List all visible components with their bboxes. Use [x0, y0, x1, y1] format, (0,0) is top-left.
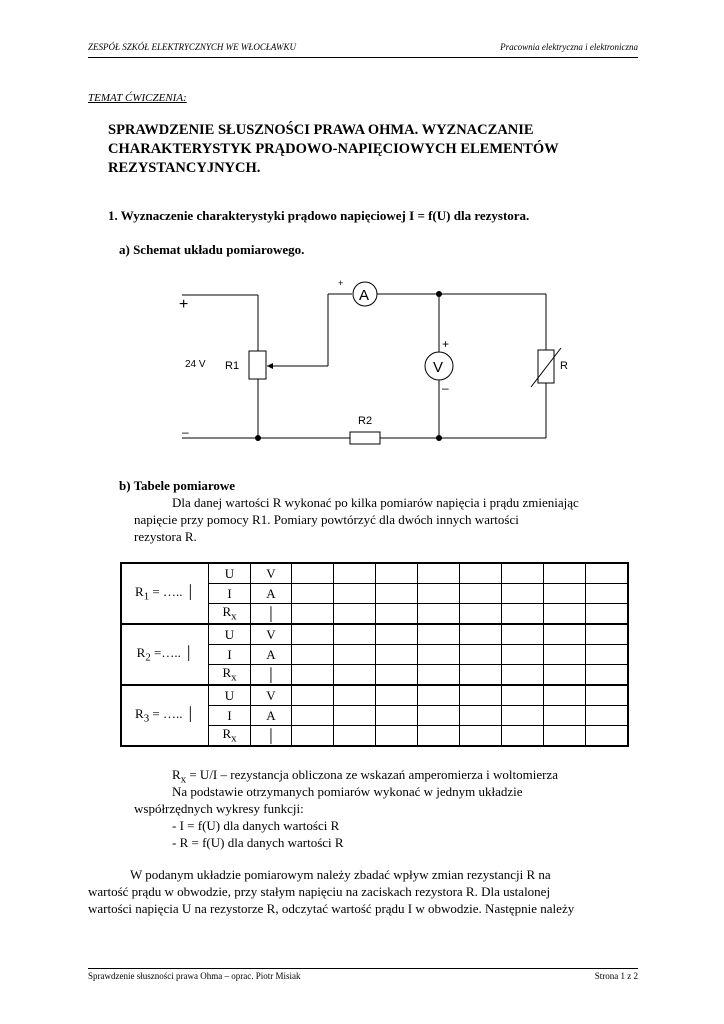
section-1-heading: 1. Wyznaczenie charakterystyki prądowo napięciowej I = f(U) dla rezystora. — [108, 208, 530, 223]
plot-item: - R = f(U) dla danych wartości R — [172, 835, 344, 850]
unit-cell: A — [251, 706, 292, 726]
measurement-cell[interactable] — [544, 604, 586, 625]
measurement-cell[interactable] — [544, 706, 586, 726]
quantity-symbol: U — [224, 687, 235, 703]
quantity-symbol: I — [227, 585, 232, 601]
r1-wiper-arrowhead — [267, 363, 273, 369]
measurement-cell[interactable] — [544, 645, 586, 665]
measurement-cell[interactable] — [334, 624, 376, 645]
r2-label: R2 — [358, 415, 373, 427]
quantity-symbol: U — [224, 565, 235, 581]
table-intro-line-1: Dla danej wartości R wykonać po kilka pomiarów napięcia i prądu zmieniając — [172, 495, 579, 510]
resistor-label-cell — [121, 624, 209, 685]
measurement-cell[interactable] — [292, 563, 334, 584]
voltmeter-plus: + — [442, 337, 450, 351]
resistor-value-placeholder: = ….. │ — [149, 584, 195, 600]
quantity-subscript: x — [231, 610, 237, 623]
quantity-cell — [209, 726, 251, 747]
measurement-cell[interactable] — [586, 624, 629, 645]
unit-cell: │ — [251, 604, 292, 625]
circuit-diagram — [170, 272, 580, 452]
unit-cell: A — [251, 645, 292, 665]
quantity-subscript: x — [231, 671, 237, 684]
unit-cell: A — [251, 584, 292, 604]
measurement-cell[interactable] — [292, 685, 334, 706]
measurement-cell[interactable] — [376, 685, 418, 706]
quantity-symbol: R — [222, 726, 232, 742]
r-label: R — [560, 360, 568, 372]
final-line-1: W podanym układzie pomiarowym należy zbadać wpływ zmian rezystancji R na — [130, 867, 551, 882]
footer-left: Sprawdzenie słuszności prawa Ohma – oprac. Piotr Misiak — [88, 971, 301, 981]
header-rule — [88, 57, 638, 58]
resistor-label-cell — [121, 685, 209, 746]
measurement-cell[interactable] — [376, 624, 418, 645]
measurement-cell[interactable] — [502, 584, 544, 604]
measurement-cell[interactable] — [418, 584, 460, 604]
measurement-cell[interactable] — [292, 706, 334, 726]
measurement-cell[interactable] — [460, 665, 502, 686]
measurement-cell[interactable] — [460, 604, 502, 625]
measurement-cell[interactable] — [376, 665, 418, 686]
final-paragraph — [88, 866, 638, 917]
measurement-cell[interactable] — [502, 726, 544, 747]
measurement-cell[interactable] — [460, 624, 502, 645]
quantity-cell — [209, 665, 251, 686]
unit-cell: V — [251, 685, 292, 706]
plots-intro-line-2: współrzędnych wykresy funkcji: — [134, 801, 304, 816]
measurement-cell[interactable] — [460, 726, 502, 747]
resistor-value-placeholder: =….. │ — [150, 645, 194, 661]
measurement-cell[interactable] — [292, 645, 334, 665]
measurement-cell[interactable] — [334, 645, 376, 665]
terminal-minus: – — [182, 425, 189, 439]
r-resistor — [538, 350, 554, 383]
resistor-subscript: 1 — [143, 590, 150, 603]
measurement-cell[interactable] — [502, 604, 544, 625]
measurement-cell[interactable] — [460, 685, 502, 706]
rx-subscript: x — [180, 773, 187, 786]
measurement-cell[interactable] — [292, 584, 334, 604]
measurement-cell[interactable] — [544, 624, 586, 645]
measurement-table — [120, 562, 629, 747]
measurement-cell[interactable] — [292, 665, 334, 686]
measurement-cell[interactable] — [376, 645, 418, 665]
title-line-1: SPRAWDZENIE SŁUSZNOŚCI PRAWA OHMA. WYZNACZANIE — [108, 122, 534, 138]
measurement-cell[interactable] — [460, 706, 502, 726]
measurement-cell[interactable] — [502, 624, 544, 645]
measurement-cell[interactable] — [502, 645, 544, 665]
voltmeter-symbol: V — [433, 359, 444, 376]
measurement-cell[interactable] — [586, 584, 629, 604]
table-intro-line-2: napięcie przy pomocy R1. Pomiary powtórzyć dla dwóch innych wartości — [134, 512, 519, 527]
table-intro — [134, 494, 638, 545]
quantity-cell — [209, 584, 251, 604]
footer-right: Strona 1 z 2 — [594, 971, 638, 981]
measurement-cell[interactable] — [502, 563, 544, 584]
final-line-3: wartości napięcia U na rezystorze R, odczytać wartość prądu I w obwodzie. Następnie należy — [88, 901, 575, 916]
measurement-cell[interactable] — [502, 665, 544, 686]
quantity-cell — [209, 624, 251, 645]
terminal-plus: + — [179, 296, 189, 313]
measurement-cell[interactable] — [460, 645, 502, 665]
rx-symbol: R — [172, 767, 181, 782]
measurement-cell[interactable] — [334, 665, 376, 686]
title-line-3: REZYSTANCYJNYCH. — [108, 160, 261, 176]
resistor-symbol: R — [135, 584, 144, 600]
measurement-cell[interactable] — [292, 624, 334, 645]
footer-rule — [88, 968, 638, 969]
measurement-cell[interactable] — [460, 584, 502, 604]
junction-dot — [436, 435, 442, 441]
table-row — [121, 563, 628, 584]
r1-label: R1 — [225, 360, 240, 372]
quantity-cell — [209, 706, 251, 726]
r2-resistor — [350, 432, 380, 444]
quantity-symbol: R — [222, 604, 232, 620]
measurement-cell[interactable] — [376, 726, 418, 747]
unit-cell: V — [251, 624, 292, 645]
voltmeter-minus: – — [442, 381, 449, 395]
plots-intro — [134, 783, 638, 817]
measurement-cell[interactable] — [418, 563, 460, 584]
quantity-symbol: I — [227, 707, 232, 723]
measurement-cell[interactable] — [334, 563, 376, 584]
junction-dot — [255, 435, 261, 441]
measurement-cell[interactable] — [544, 563, 586, 584]
ammeter-symbol: A — [359, 287, 370, 304]
measurement-cell[interactable] — [544, 665, 586, 686]
resistor-subscript: 2 — [145, 651, 151, 664]
resistor-label-cell — [121, 563, 209, 624]
measurement-cell[interactable] — [418, 604, 460, 625]
measurement-cell[interactable] — [376, 584, 418, 604]
measurement-cell[interactable] — [586, 645, 629, 665]
r-variable-arrow — [531, 348, 561, 387]
measurement-cell[interactable] — [418, 685, 460, 706]
page-title — [108, 121, 559, 178]
measurement-cell[interactable] — [586, 685, 629, 706]
table-row — [121, 685, 628, 706]
table-row — [121, 624, 628, 645]
measurement-cell[interactable] — [502, 706, 544, 726]
resistor-symbol: R — [136, 645, 146, 661]
quantity-symbol: U — [224, 626, 235, 642]
rx-description: = U/I – rezystancja obliczona ze wskazań amperomierza i woltomierza — [186, 767, 558, 782]
measurement-cell[interactable] — [418, 645, 460, 665]
measurement-cell[interactable] — [586, 665, 629, 686]
resistor-symbol: R — [135, 706, 144, 722]
final-line-2: wartość prądu w obwodzie, przy stałym napięciu na zaciskach rezystora R. Dla ustalonej — [88, 884, 551, 899]
junction-dot — [436, 291, 442, 297]
measurement-cell[interactable] — [544, 726, 586, 747]
measurement-cell[interactable] — [586, 726, 629, 747]
measurement-cell[interactable] — [376, 706, 418, 726]
measurement-cell[interactable] — [292, 604, 334, 625]
measurement-cell[interactable] — [334, 584, 376, 604]
quantity-cell — [209, 604, 251, 625]
measurement-cell[interactable] — [376, 604, 418, 625]
measurement-cell[interactable] — [292, 726, 334, 747]
ammeter-plus: + — [338, 278, 344, 288]
measurement-cell[interactable] — [502, 685, 544, 706]
quantity-subscript: x — [231, 732, 237, 745]
r1-resistor — [249, 351, 266, 379]
measurement-cell[interactable] — [586, 604, 629, 625]
quantity-cell — [209, 645, 251, 665]
measurement-cell[interactable] — [334, 604, 376, 625]
measurement-cell[interactable] — [418, 726, 460, 747]
measurement-cell[interactable] — [334, 726, 376, 747]
measurement-cell[interactable] — [418, 624, 460, 645]
measurement-cell[interactable] — [418, 706, 460, 726]
resistor-value-placeholder: = ….. │ — [149, 706, 195, 722]
measurement-cell[interactable] — [376, 563, 418, 584]
table-intro-line-3: rezystora R. — [134, 529, 197, 544]
measurement-cell[interactable] — [586, 563, 629, 584]
unit-cell: V — [251, 563, 292, 584]
quantity-cell — [209, 563, 251, 584]
source-voltage-label: 24 V — [185, 359, 206, 370]
measurement-cell[interactable] — [460, 563, 502, 584]
measurement-cell[interactable] — [418, 665, 460, 686]
measurement-cell[interactable] — [544, 685, 586, 706]
measurement-cell[interactable] — [544, 584, 586, 604]
unit-cell: │ — [251, 726, 292, 747]
quantity-symbol: R — [222, 665, 232, 681]
measurement-cell[interactable] — [334, 685, 376, 706]
title-line-2: CHARAKTERYSTYK PRĄDOWO-NAPIĘCIOWYCH ELEMENTÓW — [108, 141, 559, 157]
subsection-a-heading: a) Schemat układu pomiarowego. — [119, 242, 305, 257]
measurement-cell[interactable] — [586, 706, 629, 726]
plots-intro-line-1: Na podstawie otrzymanych pomiarów wykonać w jednym układzie — [172, 784, 523, 799]
header-school: ZESPÓŁ SZKÓŁ ELEKTRYCZNYCH WE WŁOCŁAWKU — [88, 42, 297, 52]
header-lab: Pracownia elektryczna i elektroniczna — [500, 42, 638, 52]
resistor-subscript: 3 — [143, 712, 150, 725]
topic-label: TEMAT ĆWICZENIA: — [88, 92, 187, 104]
measurement-cell[interactable] — [334, 706, 376, 726]
plot-list — [172, 817, 344, 851]
subsection-b-heading: b) Tabele pomiarowe — [119, 478, 236, 493]
plot-item: - I = f(U) dla danych wartości R — [172, 818, 340, 833]
quantity-cell — [209, 685, 251, 706]
unit-cell: │ — [251, 665, 292, 686]
quantity-symbol: I — [227, 646, 232, 662]
